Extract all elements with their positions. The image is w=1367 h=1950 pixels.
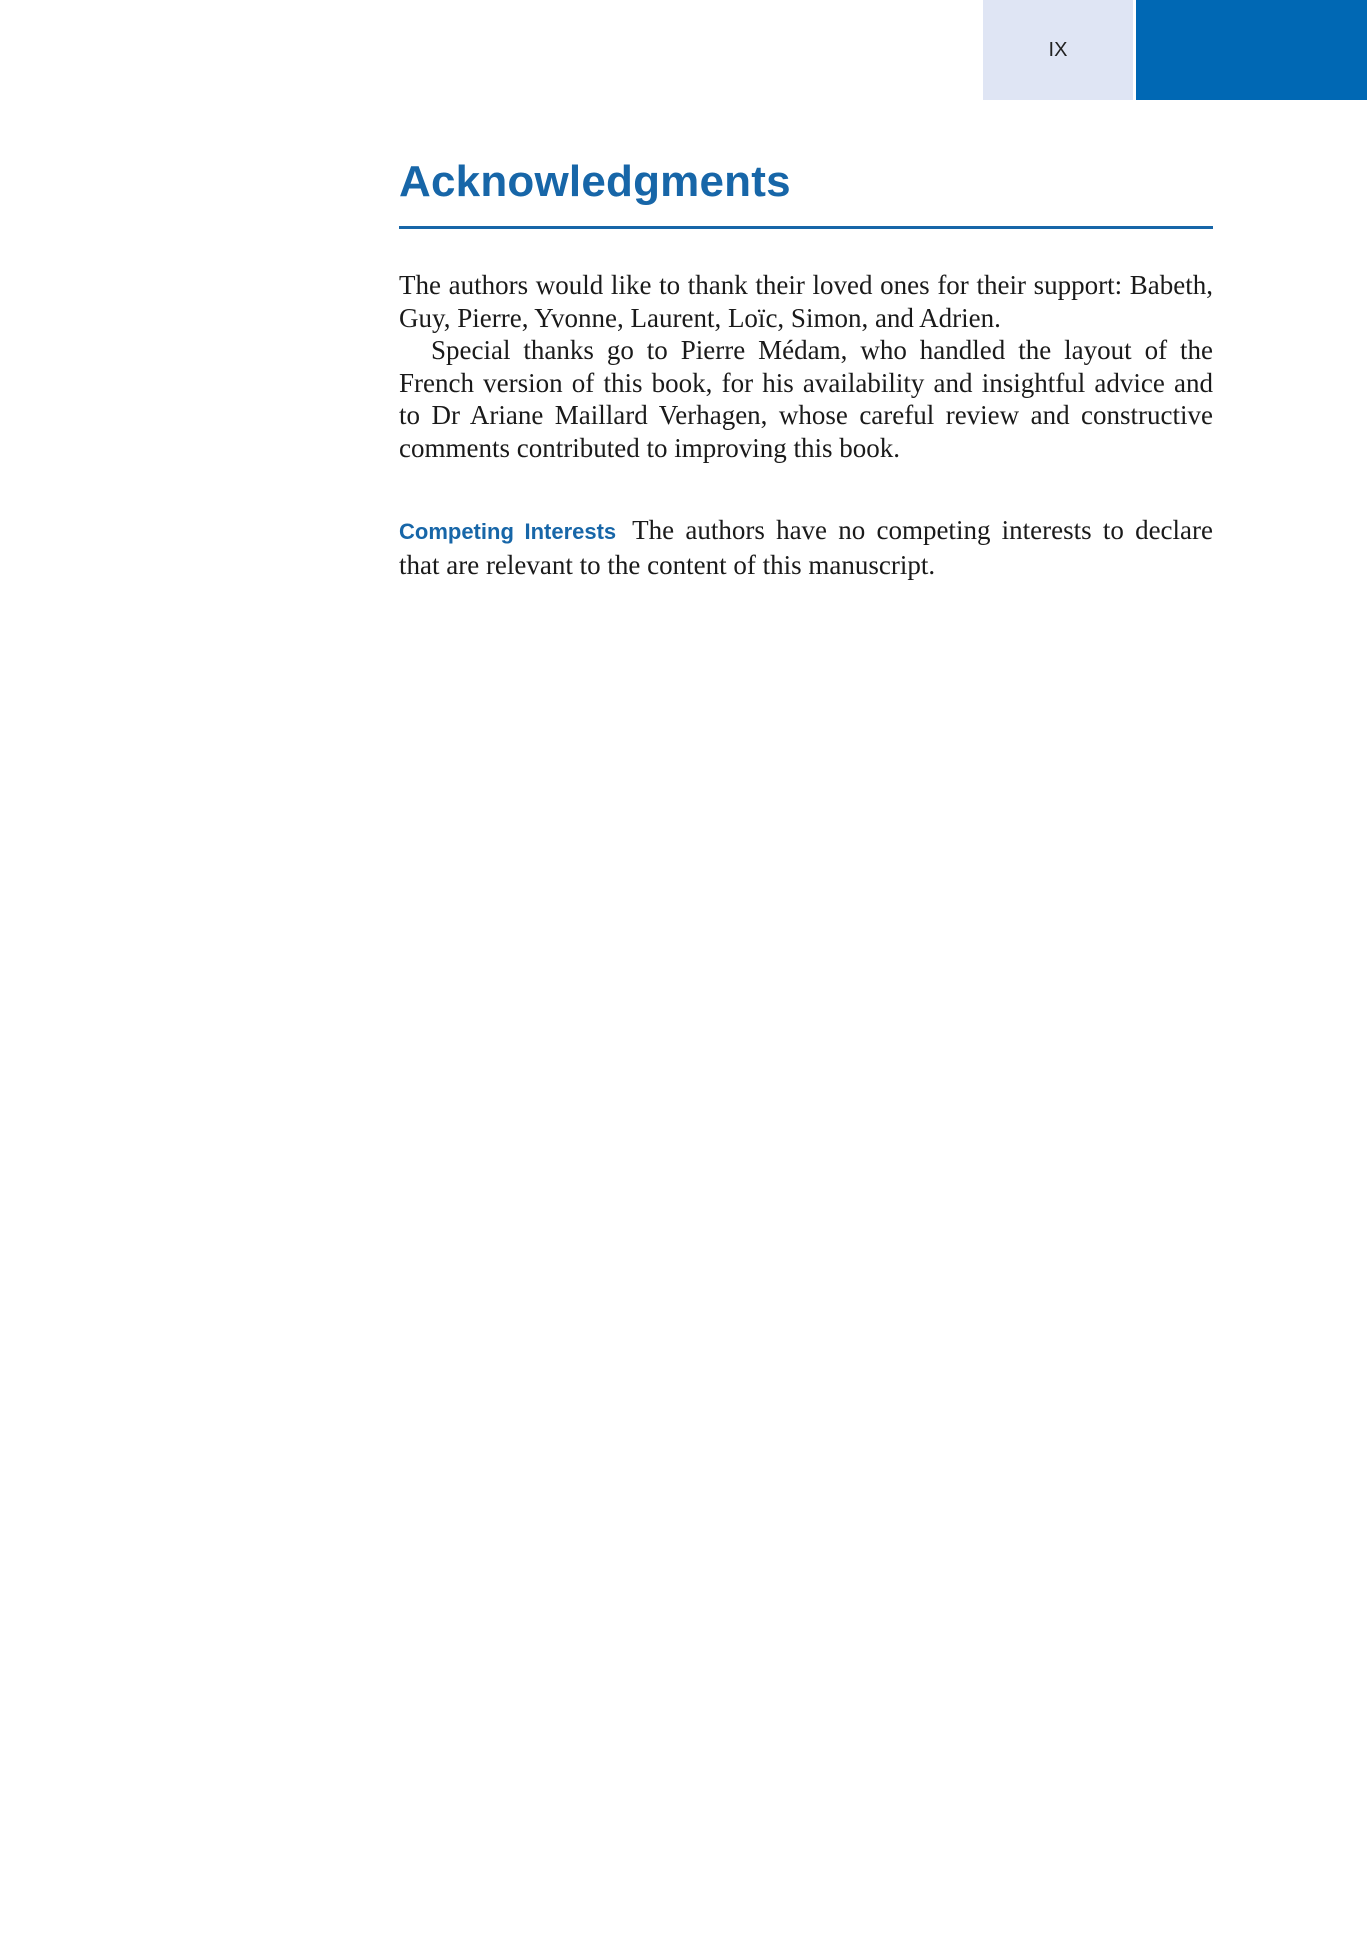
chapter-title: Acknowledgments [399, 157, 791, 206]
chapter-corner-tab [1136, 0, 1367, 100]
title-rule [399, 226, 1213, 229]
competing-interests [399, 514, 1213, 581]
competing-interests-text: The authors have no competing interests to declare that are relevant to the content of this manuscript. [399, 515, 1213, 580]
competing-interests-heading: Competing Interests [399, 519, 617, 544]
acknowledgments-body [399, 269, 1213, 464]
page-number-box [983, 0, 1133, 100]
page-number: IX [1048, 38, 1068, 61]
acknowledgment-paragraph: Special thanks go to Pierre Médam, who handled the layout of the French version of this book, for his availability and insightful advice and to Dr Ariane Maillard Verhagen, whose careful review and constructive comments contributed to improving this book. [399, 335, 1213, 463]
acknowledgment-paragraph: The authors would like to thank their loved ones for their support: Babeth, Guy, Pierre, Yvonne, Laurent, Loïc, Simon, and Adrien. [399, 270, 1213, 333]
page-content [399, 157, 1213, 581]
